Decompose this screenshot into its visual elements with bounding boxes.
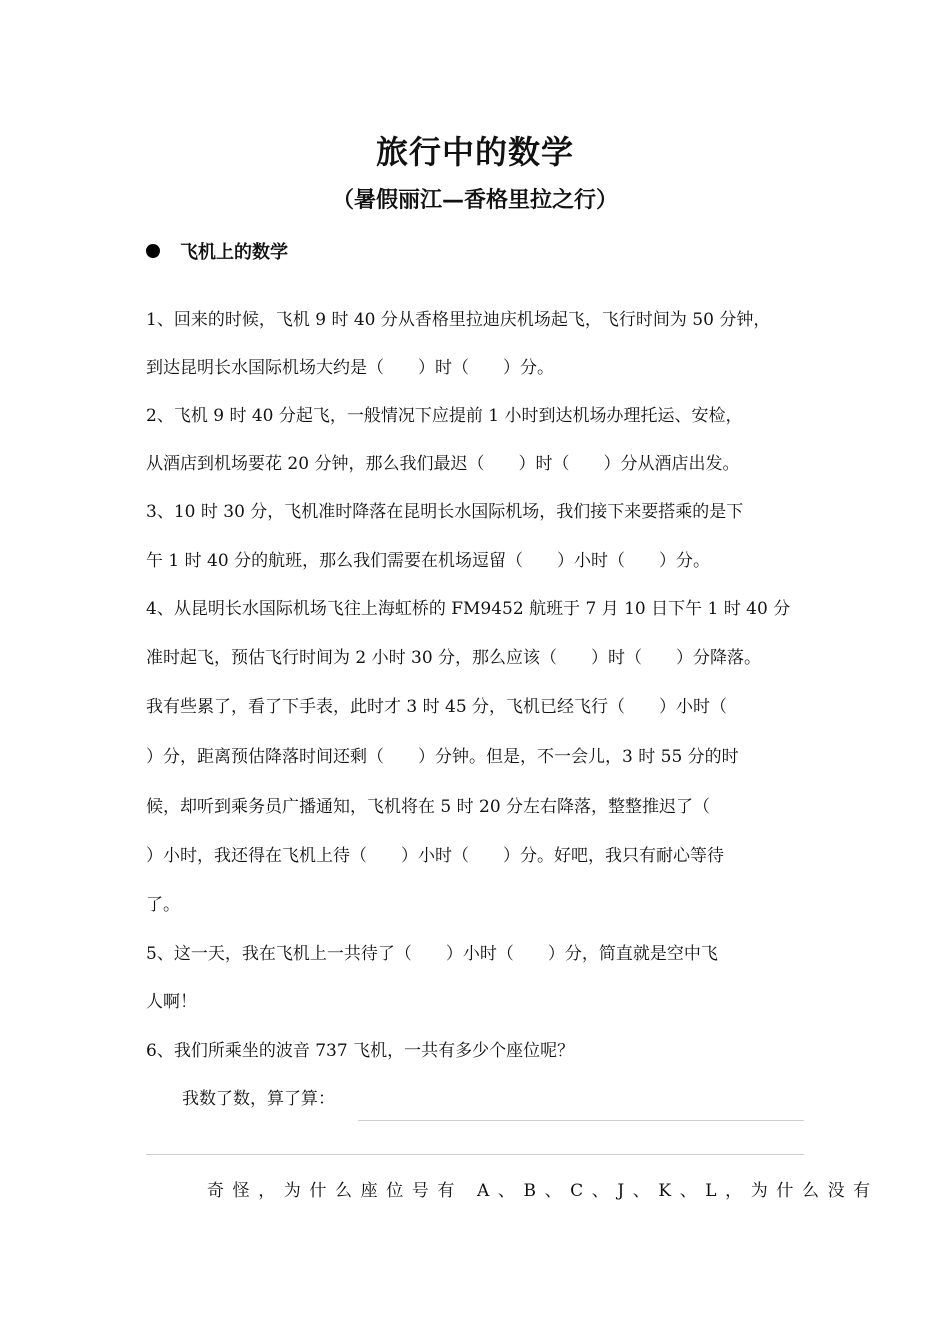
bullet-icon (146, 244, 160, 258)
text-line: 奇怪，为什么座位号有 A、B、C、J、K、L，为什么没有 (207, 1181, 879, 1201)
answer-line (358, 1120, 804, 1121)
text-line: 我有些累了，看了下手表，此时才 3 时 45 分，飞机已经飞行（ ）小时（ (146, 697, 728, 717)
text-line: 了。 (146, 895, 180, 915)
text-line: 3、10 时 30 分，飞机准时降落在昆明长水国际机场，我们接下来要搭乘的是下 (146, 502, 744, 522)
section-heading-label: 飞机上的数学 (180, 242, 288, 263)
answer-prompt: 我数了数，算了算： (182, 1089, 335, 1109)
text-line: 1、回来的时候，飞机 9 时 40 分从香格里拉迪庆机场起飞，飞行时间为 50 分钟， (146, 310, 771, 330)
text-line: 午 1 时 40 分的航班，那么我们需要在机场逗留（ ）小时（ ）分。 (146, 551, 711, 571)
page-title: 旅行中的数学 (375, 133, 574, 171)
text-line: 到达昆明长水国际机场大约是（ ）时（ ）分。 (146, 358, 554, 378)
text-line: 2、飞机 9 时 40 分起飞，一般情况下应提前 1 小时到达机场办理托运、安检， (146, 406, 743, 426)
text-line: 候，却听到乘务员广播通知，飞机将在 5 时 20 分左右降落，整整推迟了（ (146, 797, 711, 817)
answer-line (146, 1154, 804, 1155)
text-line: 准时起飞，预估飞行时间为 2 小时 30 分，那么应该（ ）时（ ）分降落。 (146, 648, 762, 668)
text-line: 4、从昆明长水国际机场飞往上海虹桥的 FM9452 航班于 7 月 10 日下午 1 时 40 分 (146, 599, 791, 619)
text-line: 6、我们所乘坐的波音 737 飞机，一共有多少个座位呢？ (146, 1041, 575, 1061)
section-heading (146, 234, 288, 268)
text-line: 从酒店到机场要花 20 分钟，那么我们最迟（ ）时（ ）分从酒店出发。 (146, 454, 740, 474)
text-line: ）分，距离预估降落时间还剩（ ）分钟。但是，不一会儿，3 时 55 分的时 (146, 747, 739, 767)
text-line: 5、这一天，我在飞机上一共待了（ ）小时（ ）分，简直就是空中飞 (146, 944, 718, 964)
text-line: 人啊！ (146, 992, 197, 1012)
text-line: ）小时，我还得在飞机上待（ ）小时（ ）分。好吧，我只有耐心等待 (146, 846, 724, 866)
page-subtitle: （暑假丽江—香格里拉之行） (331, 188, 618, 213)
